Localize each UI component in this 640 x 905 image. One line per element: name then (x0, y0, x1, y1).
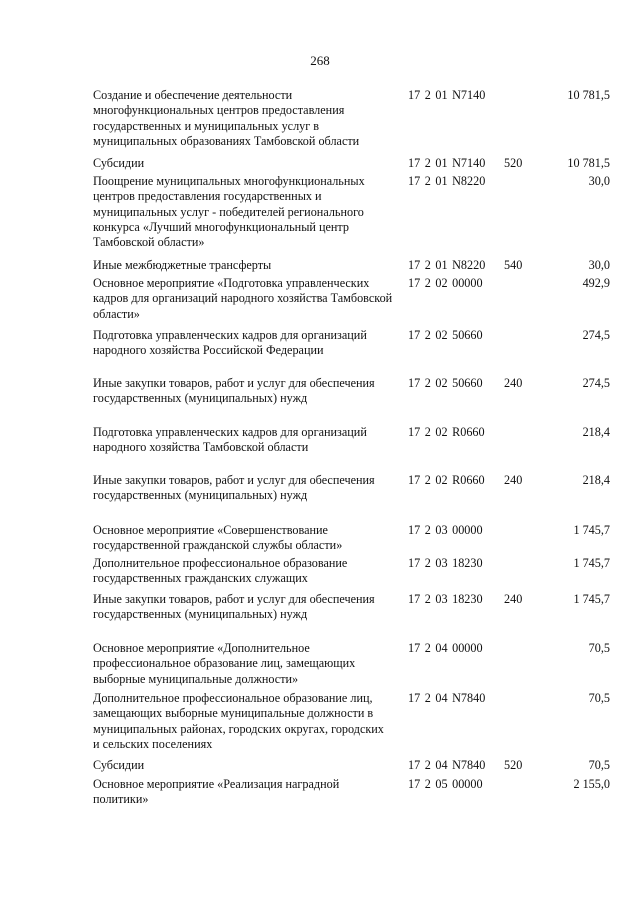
row-expense-type: 520 (504, 156, 523, 170)
row-code: 17 2 03 18230 (408, 556, 483, 570)
row-code: 17 2 04 N7840 (408, 758, 486, 772)
row-name: Создание и обеспечение деятельности многофункциональных центров предоставления государственных и муниципальных услуг в муниципальных образованиях Тамбовской области (93, 88, 360, 148)
row-name: Подготовка управленческих кадров для организаций народного хозяйства Тамбовской области (93, 425, 367, 455)
row-name: Иные межбюджетные трансферты (93, 258, 272, 272)
table-row (0, 691, 640, 758)
row-code: 17 2 02 R0660 (408, 425, 485, 439)
table-row (0, 523, 640, 556)
row-name: Субсидии (93, 758, 145, 772)
table-row (0, 641, 640, 691)
row-code: 17 2 01 N7140 (408, 88, 486, 102)
row-name: Иные закупки товаров, работ и услуг для обеспечения государственных (муниципальных) нужд (93, 473, 375, 503)
budget-table (0, 88, 640, 811)
row-sum: 274,5 (582, 328, 610, 342)
row-sum: 274,5 (582, 376, 610, 390)
table-row (0, 425, 640, 473)
row-sum: 70,5 (588, 691, 610, 705)
row-sum: 218,4 (582, 425, 610, 439)
row-name: Иные закупки товаров, работ и услуг для обеспечения государственных (муниципальных) нужд (93, 376, 375, 406)
table-row (0, 88, 640, 156)
row-sum: 30,0 (588, 174, 610, 188)
row-name: Дополнительное профессиональное образование государственных гражданских служащих (93, 556, 348, 586)
row-expense-type: 240 (504, 376, 523, 390)
row-sum: 30,0 (588, 258, 610, 272)
row-sum: 492,9 (582, 276, 610, 290)
table-row (0, 592, 640, 641)
table-row (0, 376, 640, 425)
row-sum: 1 745,7 (573, 556, 610, 570)
row-expense-type: 540 (504, 258, 523, 272)
row-code: 17 2 02 50660 (408, 376, 483, 390)
row-code: 17 2 05 00000 (408, 777, 483, 791)
row-code: 17 2 04 N7840 (408, 691, 486, 705)
row-name: Иные закупки товаров, работ и услуг для обеспечения государственных (муниципальных) нужд (93, 592, 375, 622)
row-name: Основное мероприятие «Реализация наградной политики» (93, 777, 340, 807)
row-code: 17 2 02 R0660 (408, 473, 485, 487)
row-sum: 70,5 (588, 641, 610, 655)
table-row (0, 758, 640, 777)
row-name: Основное мероприятие «Совершенствование государственной гражданской службы области» (93, 523, 343, 553)
row-sum: 10 781,5 (567, 88, 610, 102)
table-row (0, 174, 640, 258)
table-row (0, 156, 640, 174)
row-expense-type: 240 (504, 473, 523, 487)
row-sum: 70,5 (588, 758, 610, 772)
row-sum: 1 745,7 (573, 523, 610, 537)
row-code: 17 2 02 50660 (408, 328, 483, 342)
row-name: Субсидии (93, 156, 145, 170)
row-code: 17 2 03 18230 (408, 592, 483, 606)
row-name: Подготовка управленческих кадров для организаций народного хозяйства Российской Федерации (93, 328, 367, 358)
row-sum: 2 155,0 (573, 777, 610, 791)
page-number: 268 (310, 53, 330, 68)
table-row (0, 473, 640, 523)
row-expense-type: 520 (504, 758, 523, 772)
row-sum: 218,4 (582, 473, 610, 487)
table-row (0, 276, 640, 328)
row-name: Поощрение муниципальных многофункциональных центров предоставления государственных и муниципальных услуг - победителей регионального конкурса «Лучший многофункциональный центр Тамбовской области» (93, 174, 365, 250)
row-code: 17 2 01 N8220 (408, 174, 486, 188)
row-code: 17 2 01 N7140 (408, 156, 486, 170)
row-code: 17 2 04 00000 (408, 641, 483, 655)
row-code: 17 2 01 N8220 (408, 258, 486, 272)
table-row (0, 328, 640, 376)
table-row (0, 258, 640, 276)
table-row (0, 777, 640, 811)
table-row (0, 556, 640, 592)
row-sum: 10 781,5 (567, 156, 610, 170)
row-name: Дополнительное профессиональное образование лиц, замещающих выборные муниципальные должности в муниципальных районах, городских округах, городских и сельских поселениях (93, 691, 384, 751)
row-name: Основное мероприятие «Дополнительное профессиональное образование лиц, замещающих выборные муниципальные должности» (93, 641, 356, 686)
row-name: Основное мероприятие «Подготовка управленческих кадров для организаций народного хозяйства Тамбовской области» (93, 276, 393, 321)
row-code: 17 2 02 00000 (408, 276, 483, 290)
row-code: 17 2 03 00000 (408, 523, 483, 537)
row-sum: 1 745,7 (573, 592, 610, 606)
row-expense-type: 240 (504, 592, 523, 606)
